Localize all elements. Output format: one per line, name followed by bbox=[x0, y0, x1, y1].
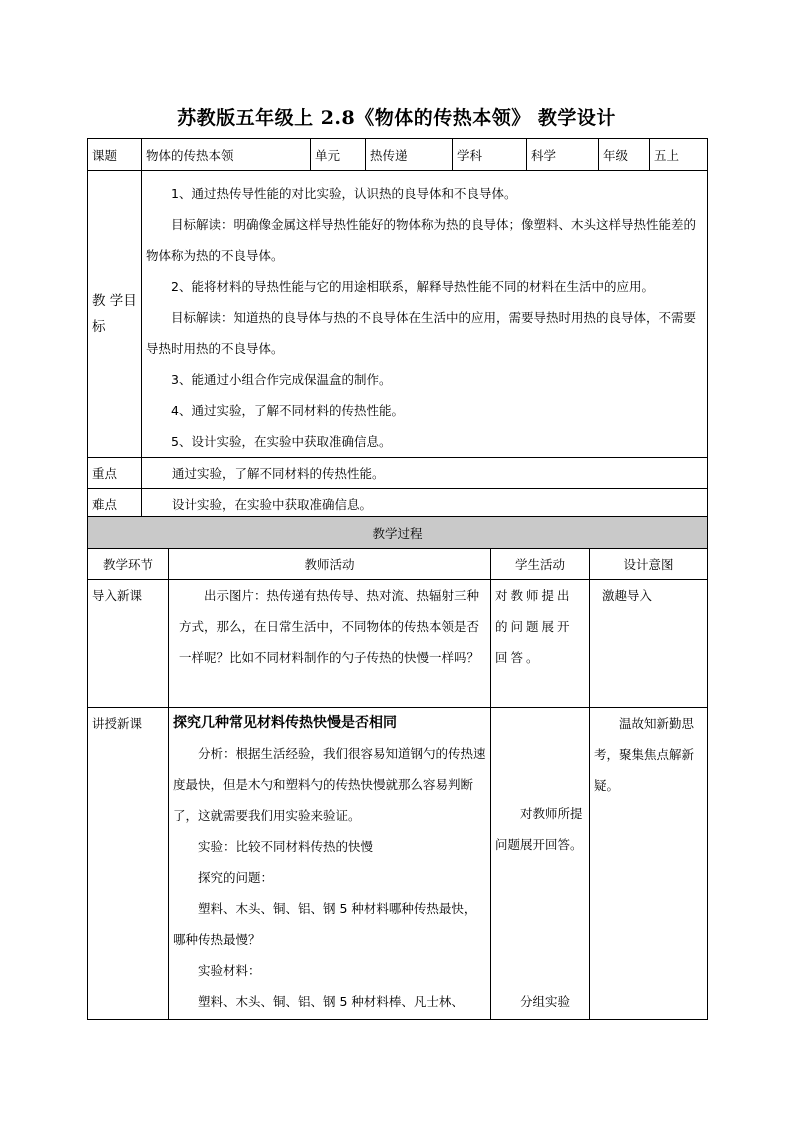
process-header-row bbox=[88, 549, 708, 580]
intro-student-text: 对教师提出的问题展开回答。 bbox=[495, 588, 573, 665]
process-title: 教学过程 bbox=[88, 517, 708, 549]
key-point-label: 重点 bbox=[88, 458, 142, 489]
difficulty-value: 设计实验，在实验中获取准确信息。 bbox=[142, 489, 708, 520]
lecture-row bbox=[88, 708, 708, 1020]
lecture-paragraph: 分析：根据生活经验，我们很容易知道钢勺的传热速度最快，但是木勺和塑料勺的传热快慢就那么容易判断了，这就需要我们用实验来验证。 bbox=[173, 746, 486, 823]
header-stage: 教学环节 bbox=[88, 549, 169, 580]
intro-teacher-cell bbox=[169, 580, 491, 708]
intro-teacher-text: 出示图片：热传递有热传导、热对流、热辐射三种方式，那么，在日常生活中，不同物体的传热本领是否一样呢？比如不同材料制作的勺子传热的快慢一样吗？ bbox=[179, 588, 480, 665]
lecture-paragraph: 探究的问题： bbox=[198, 870, 274, 885]
lecture-paragraph: 塑料、木头、铜、铝、钢 5 种材料棒、凡士林、 bbox=[198, 994, 464, 1009]
subject-label: 学科 bbox=[453, 139, 527, 171]
lecture-paragraph: 塑料、木头、铜、铝、钢 5 种材料哪种传热最快，哪种传热最慢？ bbox=[173, 901, 477, 947]
grade-label: 年级 bbox=[599, 139, 650, 171]
goal-item: 1、通过热传导性能的对比实验，认识热的良导体和不良导体。 bbox=[171, 186, 517, 201]
grade-value: 五上 bbox=[650, 139, 708, 171]
header-student: 学生活动 bbox=[491, 549, 590, 580]
goal-item: 3、能通过小组合作完成保温盒的制作。 bbox=[171, 372, 392, 387]
unit-value: 热传递 bbox=[366, 139, 453, 171]
lecture-teacher-cell bbox=[169, 708, 491, 1020]
lesson-value: 物体的传热本领 bbox=[142, 139, 311, 171]
info-row bbox=[88, 139, 708, 171]
key-point-value: 通过实验，了解不同材料的传热性能。 bbox=[142, 458, 708, 489]
goals-content bbox=[142, 171, 708, 458]
page-title: 苏教版五年级上 2.8《物体的传热本领》 教学设计 bbox=[177, 107, 616, 129]
intro-student-cell bbox=[491, 580, 590, 708]
goal-item: 2、能将材料的导热性能与它的用途相联系，解释导热性能不同的材料在生活中的应用。 bbox=[171, 279, 654, 294]
goal-item: 目标解读：知道热的良导体与热的不良导体在生活中的应用，需要导热时用热的良导体，不需要导热时用热的不良导体。 bbox=[146, 310, 697, 356]
lecture-stage: 讲授新课 bbox=[88, 708, 169, 1020]
intro-stage: 导入新课 bbox=[88, 580, 169, 708]
lecture-design-text: 温故知新勤思考，聚集焦点解新疑。 bbox=[594, 716, 695, 793]
unit-label: 单元 bbox=[311, 139, 366, 171]
lecture-paragraph: 实验：比较不同材料传热的快慢 bbox=[198, 839, 374, 854]
lecture-student-text: 对教师所提问题展开回答。 bbox=[495, 806, 583, 852]
subject-value: 科学 bbox=[527, 139, 599, 171]
info-table bbox=[87, 138, 708, 520]
key-point-row bbox=[88, 458, 708, 489]
goals-label: 教 学目标 bbox=[88, 171, 142, 458]
intro-design-text: 激趣导入 bbox=[602, 588, 653, 603]
header-teacher: 教师活动 bbox=[169, 549, 491, 580]
difficulty-label: 难点 bbox=[88, 489, 142, 520]
lesson-label: 课题 bbox=[88, 139, 142, 171]
lecture-design-cell bbox=[590, 708, 708, 1020]
goal-item: 5、设计实验，在实验中获取准确信息。 bbox=[171, 434, 392, 449]
goal-item: 4、通过实验，了解不同材料的传热性能。 bbox=[171, 403, 404, 418]
intro-row bbox=[88, 580, 708, 708]
lecture-student-group: 分组实验 bbox=[520, 994, 571, 1009]
header-design: 设计意图 bbox=[590, 549, 708, 580]
lecture-paragraph: 实验材料： bbox=[198, 963, 261, 978]
intro-design-cell bbox=[590, 580, 708, 708]
lecture-heading: 探究几种常见材料传热快慢是否相同 bbox=[173, 715, 397, 731]
process-title-row bbox=[88, 517, 708, 549]
difficulty-row bbox=[88, 489, 708, 520]
process-table bbox=[87, 516, 708, 1020]
goal-item: 目标解读：明确像金属这样导热性能好的物体称为热的良导体；像塑料、木头这样导热性能差的物体称为热的不良导体。 bbox=[146, 217, 697, 263]
goals-row bbox=[88, 171, 708, 458]
lecture-student-cell bbox=[491, 708, 590, 1020]
